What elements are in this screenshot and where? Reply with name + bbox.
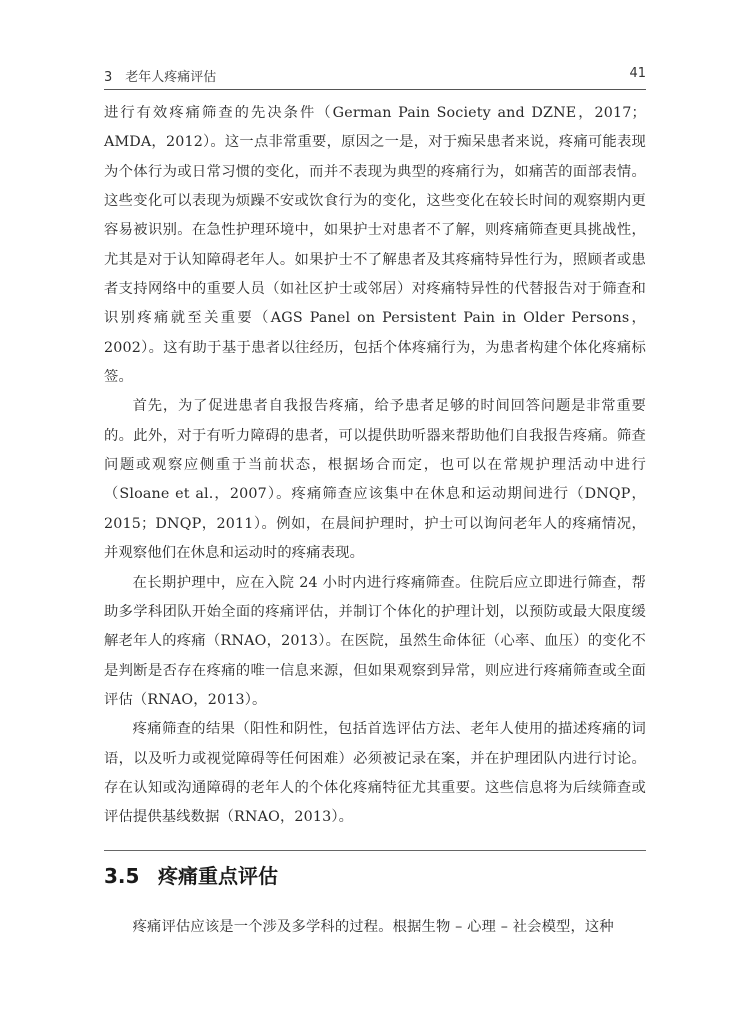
chapter-title: 3 老年人疼痛评估 (104, 70, 217, 85)
paragraph: 疼痛筛查的结果（阳性和阴性，包括首选评估方法、老年人使用的描述疼痛的词语，以及听力或视觉障碍等任何困难）必须被记录在案，并在护理团队内进行讨论。存在认知或沟通障碍的老年人的个体化疼痛特征尤其重要。这些信息将为后续筛查或评估提供基线数据（RNAO，2013）。 (104, 721, 646, 826)
section-title: 疼痛重点评估 (158, 864, 278, 888)
paragraph: 在长期护理中，应在入院 24 小时内进行疼痛筛查。住院后应立即进行筛查，帮助多学科团队开始全面的疼痛评估，并制订个体化的护理计划，以预防或最大限度缓解老年人的疼痛（RNAO，2013）。在医院，虽然生命体征（心率、血压）的变化不是判断是否存在疼痛的唯一信息来源，但如果观察到异常，则应进行疼痛筛查或全面评估（RNAO，2013）。 (104, 574, 646, 708)
running-header (104, 66, 646, 88)
section-heading (104, 860, 278, 889)
section-body (104, 913, 646, 942)
paragraph: 首先，为了促进患者自我报告疼痛，给予患者足够的时间回答问题是非常重要的。此外，对于有听力障碍的患者，可以提供助听器来帮助他们自我报告疼痛。筛查问题或观察应侧重于当前状态，根据场合而定，也可以在常规护理活动中进行（Sloane et al.，2007）。疼痛筛查应该集中在休息和运动期间进行（DNQP，2015；DNQP，2011）。例如，在晨间护理时，护士可以询问老年人的疼痛情况，并观察他们在休息和运动时的疼痛表现。 (104, 398, 646, 562)
page-number: 41 (629, 66, 646, 81)
section-divider (104, 850, 646, 851)
paragraph: 疼痛评估应该是一个涉及多学科的过程。根据生物 – 心理 – 社会模型，这种 (132, 919, 614, 935)
body-text (104, 99, 646, 833)
paragraph-continuation: 进行有效疼痛筛查的先决条件（German Pain Society and DZNE，2017；AMDA，2012）。这一点非常重要，原因之一是，对于痴呆患者来说，疼痛可能表现为个体行为或日常习惯的变化，而并不表现为典型的疼痛行为，如痛苦的面部表情。这些变化可以表现为烦躁不安或饮食行为的变化，这些变化在较长时间的观察期内更容易被识别。在急性护理环境中，如果护士对患者不了解，则疼痛筛查更具挑战性，尤其是对于认知障碍老年人。如果护士不了解患者及其疼痛特异性行为，照顾者或患者支持网络中的重要人员（如社区护士或邻居）对疼痛特异性的代替报告对于筛查和识别疼痛就至关重要（AGS Panel on Persistent Pain in Older Persons，2002）。这有助于基于患者以往经历，包括个体疼痛行为，为患者构建个体化疼痛标签。 (104, 105, 646, 386)
header-divider (104, 89, 646, 90)
section-number: 3.5 (104, 864, 140, 888)
